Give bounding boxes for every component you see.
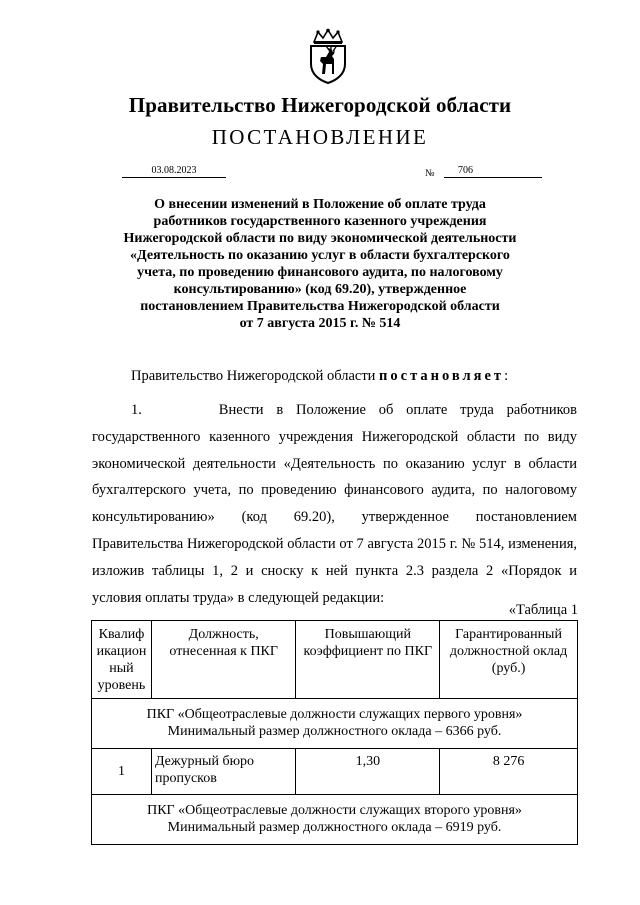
intro-suffix: : xyxy=(504,368,509,384)
subject-line: от 7 августа 2015 г. № 514 xyxy=(239,316,401,331)
coat-of-arms-icon xyxy=(304,28,352,84)
header-position: Должность, отнесенная к ПКГ xyxy=(151,621,296,699)
subject-line: работников государственного казенного учреждения xyxy=(153,214,487,229)
cell-position: Дежурный бюро пропусков xyxy=(151,749,296,795)
group-row xyxy=(92,699,578,749)
resolution-intro xyxy=(131,368,508,385)
group-min-salary: Минимальный размер должностного оклада – 6366 руб. xyxy=(167,724,502,739)
group-cell xyxy=(92,795,578,845)
cell-salary: 8 276 xyxy=(440,749,578,795)
subject-line: «Деятельность по оказанию услуг в области бухгалтерского xyxy=(130,248,510,263)
document-type: ПОСТАНОВЛЕНИЕ xyxy=(211,125,429,149)
group-cell xyxy=(92,699,578,749)
document-number: 706 xyxy=(444,165,542,178)
group-title: ПКГ «Общеотраслевые должности служащих второго уровня» xyxy=(147,803,522,818)
intro-resolves: постановляет xyxy=(379,368,505,384)
cell-level: 1 xyxy=(92,749,152,795)
group-row xyxy=(92,795,578,845)
table-caption: «Таблица 1 xyxy=(508,602,578,618)
subject-line: О внесении изменений в Положение об оплате труда xyxy=(154,197,486,212)
subject-line: Нижегородской области по виду экономической деятельности xyxy=(123,231,517,246)
item-text: Внести в Положение об оплате труда работников государственного казенного учреждения Нижегородской области по виду экономической деятельности «Деятельность по оказанию услуг в области бухгалтерского учета, по проведению финансового аудита, по налоговому консультированию» (код 69.20), утвержденное постановлением Правительства Нижегородской области от 7 августа 2015 г. № 514, изменения, изложив таблицы 1, 2 и сноску к ней пункта 2.3 раздела 2 «Порядок и условия оплаты труда» в следующей редакции: xyxy=(92,402,578,606)
subject-line: консультированию» (код 69.20), утвержденное xyxy=(173,282,467,297)
header-salary: Гарантированный должностной оклад (руб.) xyxy=(440,621,578,699)
group-title: ПКГ «Общеотраслевые должности служащих первого уровня» xyxy=(146,707,523,722)
document-subject xyxy=(100,196,540,332)
table-row xyxy=(92,749,578,795)
government-title: Правительство Нижегородской области xyxy=(128,93,512,117)
number-sign: № xyxy=(425,168,435,179)
document-date: 03.08.2023 xyxy=(122,165,226,178)
header-coefficient: Повышающий коэффициент по ПКГ xyxy=(296,621,440,699)
item-paragraph xyxy=(92,397,577,611)
intro-prefix: Правительство Нижегородской области xyxy=(131,368,380,384)
table-header-row xyxy=(92,621,578,699)
cell-coefficient: 1,30 xyxy=(296,749,440,795)
salary-table xyxy=(91,620,578,845)
subject-line: учета, по проведению финансового аудита, по налоговому xyxy=(137,265,503,280)
subject-line: постановлением Правительства Нижегородской области xyxy=(140,299,500,314)
header-level: Квалиф икацион ный уровень xyxy=(92,621,152,699)
item-number: 1. xyxy=(131,402,142,418)
group-min-salary: Минимальный размер должностного оклада – 6919 руб. xyxy=(167,820,502,835)
